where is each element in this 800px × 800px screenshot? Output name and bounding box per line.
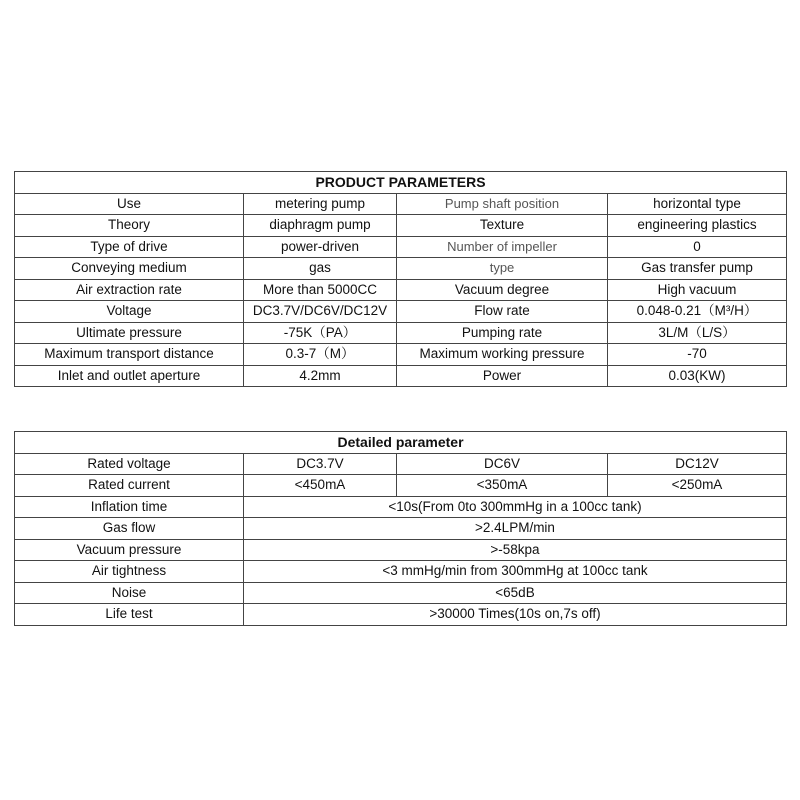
detailed-parameter-table bbox=[14, 431, 787, 626]
rated-voltage-value: DC12V bbox=[608, 453, 787, 475]
table-cell: Use bbox=[15, 193, 244, 215]
table-cell: type bbox=[397, 258, 608, 280]
table-row bbox=[15, 496, 787, 518]
row-value: >30000 Times(10s on,7s off) bbox=[244, 604, 787, 626]
table-cell: Pump shaft position bbox=[397, 193, 608, 215]
rated-current-value: <450mA bbox=[244, 475, 397, 497]
table-row bbox=[15, 236, 787, 258]
table-cell: Pumping rate bbox=[397, 322, 608, 344]
table-row bbox=[15, 301, 787, 323]
table-cell: Gas transfer pump bbox=[608, 258, 787, 280]
table-cell: Type of drive bbox=[15, 236, 244, 258]
row-label: Air tightness bbox=[15, 561, 244, 583]
table-cell: -70 bbox=[608, 344, 787, 366]
table-row bbox=[15, 518, 787, 540]
row-label: Noise bbox=[15, 582, 244, 604]
table-row bbox=[15, 561, 787, 583]
table-cell: gas bbox=[244, 258, 397, 280]
table-row bbox=[15, 215, 787, 237]
rated-current-value: <350mA bbox=[397, 475, 608, 497]
table-cell: Texture bbox=[397, 215, 608, 237]
table-row bbox=[15, 344, 787, 366]
table-cell: metering pump bbox=[244, 193, 397, 215]
table-cell: -75K（PA） bbox=[244, 322, 397, 344]
table-cell: Voltage bbox=[15, 301, 244, 323]
table-row bbox=[15, 604, 787, 626]
row-value: <10s(From 0to 300mmHg in a 100cc tank) bbox=[244, 496, 787, 518]
table-cell: Flow rate bbox=[397, 301, 608, 323]
table-row bbox=[15, 365, 787, 387]
table-row bbox=[15, 258, 787, 280]
row-value: >-58kpa bbox=[244, 539, 787, 561]
table-row bbox=[15, 453, 787, 475]
rated-current-value: <250mA bbox=[608, 475, 787, 497]
row-label: Life test bbox=[15, 604, 244, 626]
product-parameters-title: PRODUCT PARAMETERS bbox=[15, 172, 787, 194]
product-parameters-table bbox=[14, 171, 787, 387]
table-cell: 3L/M（L/S） bbox=[608, 322, 787, 344]
table-cell: Air extraction rate bbox=[15, 279, 244, 301]
table-cell: 0 bbox=[608, 236, 787, 258]
table-row bbox=[15, 539, 787, 561]
rated-current-label: Rated current bbox=[15, 475, 244, 497]
row-value: <65dB bbox=[244, 582, 787, 604]
table-cell: 4.2mm bbox=[244, 365, 397, 387]
table-row bbox=[15, 193, 787, 215]
rated-voltage-value: DC3.7V bbox=[244, 453, 397, 475]
table-cell: Number of impeller bbox=[397, 236, 608, 258]
table-cell: Maximum transport distance bbox=[15, 344, 244, 366]
row-value: >2.4LPM/min bbox=[244, 518, 787, 540]
detailed-parameter-title: Detailed parameter bbox=[15, 432, 787, 454]
table-cell: Ultimate pressure bbox=[15, 322, 244, 344]
rated-voltage-value: DC6V bbox=[397, 453, 608, 475]
table-cell: Theory bbox=[15, 215, 244, 237]
table-cell: Maximum working pressure bbox=[397, 344, 608, 366]
table-cell: horizontal type bbox=[608, 193, 787, 215]
table-cell: power-driven bbox=[244, 236, 397, 258]
table-cell: 0.03(KW) bbox=[608, 365, 787, 387]
table-cell: 0.048-0.21（M³/H） bbox=[608, 301, 787, 323]
table-row bbox=[15, 279, 787, 301]
table-row bbox=[15, 322, 787, 344]
table-cell: Vacuum degree bbox=[397, 279, 608, 301]
table-cell: High vacuum bbox=[608, 279, 787, 301]
row-label: Gas flow bbox=[15, 518, 244, 540]
table-cell: More than 5000CC bbox=[244, 279, 397, 301]
table-cell: DC3.7V/DC6V/DC12V bbox=[244, 301, 397, 323]
table-cell: Inlet and outlet aperture bbox=[15, 365, 244, 387]
row-value: <3 mmHg/min from 300mmHg at 100cc tank bbox=[244, 561, 787, 583]
table-cell: engineering plastics bbox=[608, 215, 787, 237]
table-row bbox=[15, 582, 787, 604]
table-cell: diaphragm pump bbox=[244, 215, 397, 237]
table-cell: 0.3-7（M） bbox=[244, 344, 397, 366]
table-row bbox=[15, 475, 787, 497]
row-label: Vacuum pressure bbox=[15, 539, 244, 561]
table-cell: Conveying medium bbox=[15, 258, 244, 280]
table-cell: Power bbox=[397, 365, 608, 387]
row-label: Inflation time bbox=[15, 496, 244, 518]
rated-voltage-label: Rated voltage bbox=[15, 453, 244, 475]
